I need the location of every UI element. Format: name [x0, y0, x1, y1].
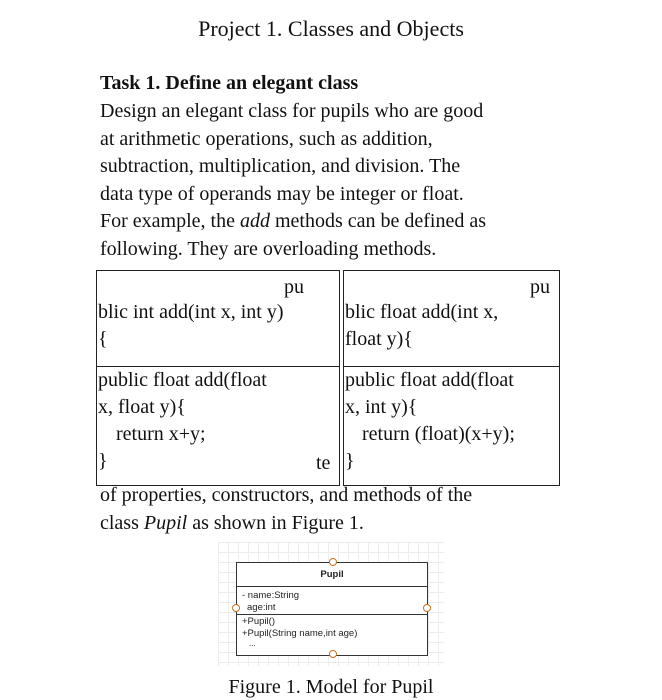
- uml-divider: [237, 614, 427, 615]
- uml-class-name: Pupil: [237, 563, 427, 587]
- connection-handle-icon[interactable]: [329, 650, 337, 658]
- uml-class-box: [236, 562, 428, 656]
- method-name-add: add: [239, 210, 270, 233]
- code-line: blic float add(int x,: [345, 301, 499, 323]
- paragraph-line: at arithmetic operations, such as addition,: [100, 127, 433, 150]
- uml-figure: [218, 542, 444, 666]
- uml-attribute: - name:String: [242, 590, 300, 601]
- uml-attribute: age:int: [247, 602, 276, 613]
- code-line: float y){: [345, 328, 413, 350]
- code-fragment: pu: [530, 276, 550, 298]
- paragraph-line: following. They are overloading methods.: [100, 237, 437, 260]
- page-title: Project 1. Classes and Objects: [198, 16, 464, 41]
- figure-caption: Figure 1. Model for Pupil: [228, 676, 434, 698]
- code-line: blic int add(int x, int y): [98, 301, 284, 323]
- task-heading: Task 1. Define an elegant class: [100, 72, 359, 94]
- code-fragment: pu: [284, 276, 304, 298]
- code-line: }: [345, 450, 355, 472]
- uml-more: ...: [249, 639, 256, 648]
- code-line: return (float)(x+y);: [362, 423, 515, 445]
- code-line: return x+y;: [116, 423, 206, 445]
- paragraph-line: data type of operands may be integer or float.: [100, 182, 464, 205]
- code-line: x, float y){: [98, 396, 186, 418]
- connection-handle-icon[interactable]: [423, 604, 431, 612]
- uml-method: +Pupil(String name,int age): [242, 628, 358, 639]
- overlap-fragment: te: [316, 452, 331, 474]
- code-line: }: [98, 450, 108, 472]
- uml-method: +Pupil(): [242, 616, 275, 627]
- code-line: {: [98, 328, 108, 350]
- paragraph-line: For example, the add methods can be defined as: [100, 210, 487, 233]
- paragraph-line: Design an elegant class for pupils who are good: [100, 100, 484, 122]
- task-description: [100, 98, 570, 264]
- paragraph-line: subtraction, multiplication, and division. The: [100, 155, 461, 178]
- code-line: public float add(float: [98, 369, 267, 391]
- connection-handle-icon[interactable]: [329, 558, 337, 566]
- code-line: public float add(float: [345, 369, 514, 391]
- body-line: class Pupil as shown in Figure 1.: [100, 512, 364, 534]
- code-line: x, int y){: [345, 396, 418, 418]
- class-name-pupil: Pupil: [143, 512, 188, 534]
- connection-handle-icon[interactable]: [232, 604, 240, 612]
- body-line: of properties, constructors, and methods of the: [100, 484, 473, 506]
